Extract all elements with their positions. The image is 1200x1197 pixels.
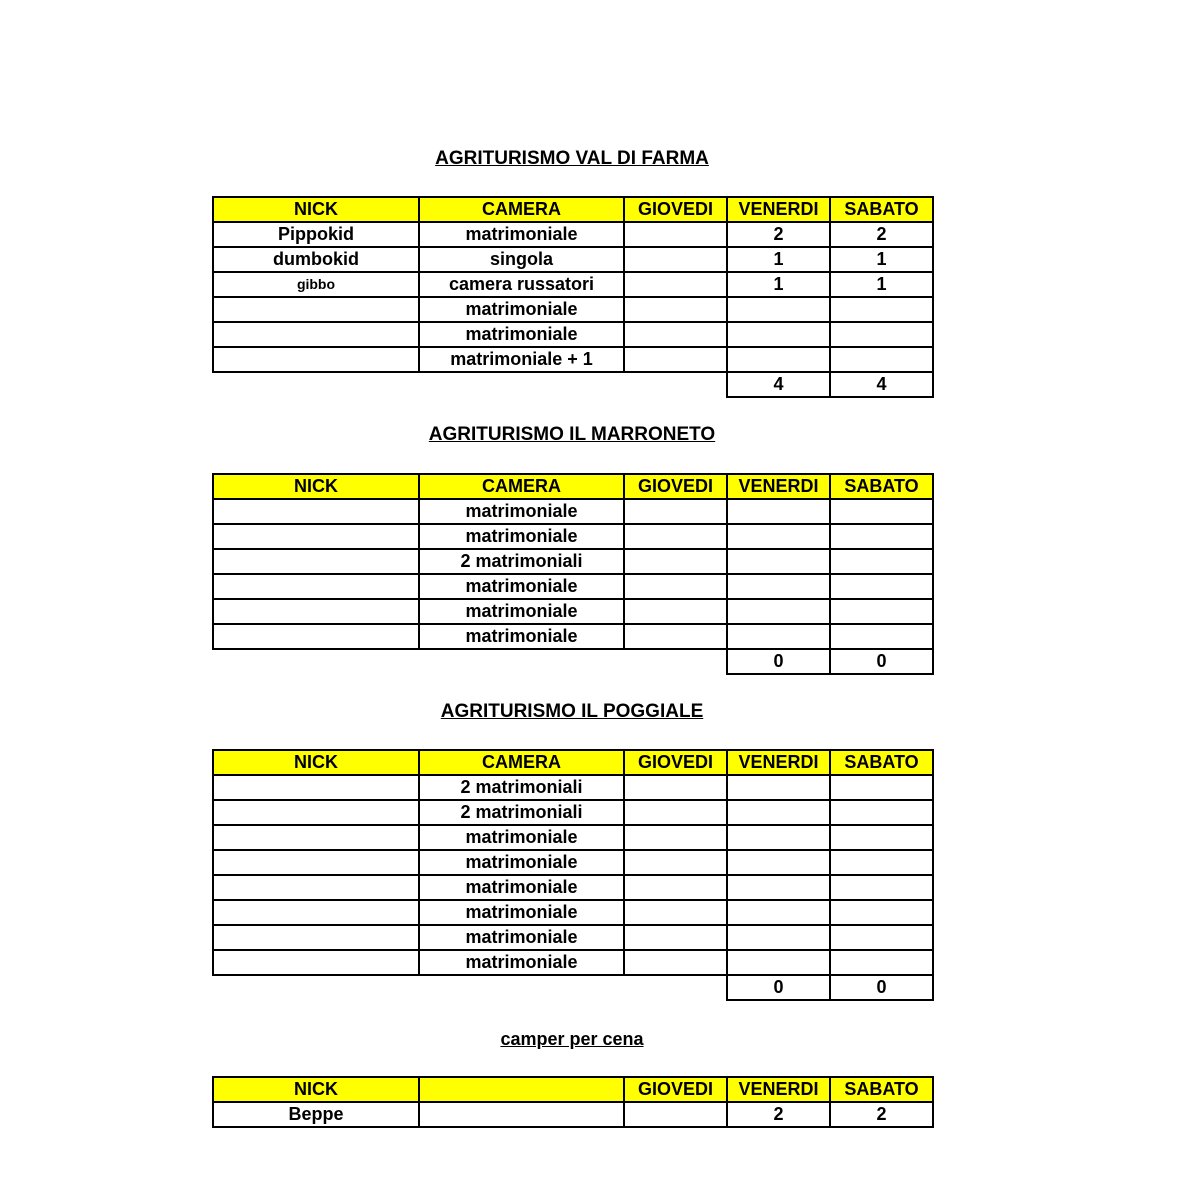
- giovedi-cell: [624, 1102, 727, 1127]
- nick-cell: [213, 549, 419, 574]
- sabato-cell: 1: [830, 247, 933, 272]
- camera-cell: matrimoniale: [419, 322, 624, 347]
- sabato-cell: [830, 499, 933, 524]
- venerdi-cell: [727, 850, 830, 875]
- sabato-cell: [830, 850, 933, 875]
- camera-cell: matrimoniale: [419, 875, 624, 900]
- venerdi-cell: [727, 347, 830, 372]
- column-header-venerdi: VENERDI: [727, 197, 830, 222]
- giovedi-cell: [624, 322, 727, 347]
- table-header-row: [213, 1077, 933, 1102]
- camera-cell: [419, 1102, 624, 1127]
- sabato-cell: [830, 950, 933, 975]
- venerdi-total: 0: [727, 649, 830, 674]
- nick-cell: [213, 347, 419, 372]
- nick-cell: [213, 322, 419, 347]
- table-row: [213, 499, 933, 524]
- camera-cell: 2 matrimoniali: [419, 800, 624, 825]
- column-header-nick: NICK: [213, 197, 419, 222]
- totals-row: [213, 372, 933, 397]
- venerdi-cell: [727, 297, 830, 322]
- venerdi-cell: 2: [727, 222, 830, 247]
- nick-cell: [213, 499, 419, 524]
- nick-cell: [213, 624, 419, 649]
- camera-cell: matrimoniale: [419, 950, 624, 975]
- giovedi-cell: [624, 222, 727, 247]
- column-header-camera: CAMERA: [419, 474, 624, 499]
- camera-cell: matrimoniale: [419, 499, 624, 524]
- sabato-cell: [830, 925, 933, 950]
- table-row: [213, 775, 933, 800]
- section-title: AGRITURISMO IL MARRONETO: [428, 424, 716, 445]
- column-header-giovedi: GIOVEDI: [624, 197, 727, 222]
- column-header-giovedi: GIOVEDI: [624, 750, 727, 775]
- camera-cell: matrimoniale: [419, 624, 624, 649]
- totals-row: [213, 975, 933, 1000]
- giovedi-cell: [624, 825, 727, 850]
- table-row: [213, 825, 933, 850]
- table-row: [213, 925, 933, 950]
- giovedi-cell: [624, 347, 727, 372]
- table-header-row: [213, 197, 933, 222]
- camera-cell: matrimoniale: [419, 297, 624, 322]
- sabato-cell: [830, 875, 933, 900]
- venerdi-cell: [727, 800, 830, 825]
- column-header-sabato: SABATO: [830, 1077, 933, 1102]
- nick-cell: Beppe: [213, 1102, 419, 1127]
- camera-cell: matrimoniale: [419, 850, 624, 875]
- venerdi-total: 0: [727, 975, 830, 1000]
- column-header-sabato: SABATO: [830, 474, 933, 499]
- column-header-giovedi: GIOVEDI: [624, 474, 727, 499]
- venerdi-cell: [727, 775, 830, 800]
- table-row: [213, 574, 933, 599]
- table-header-row: [213, 750, 933, 775]
- booking-table: [212, 473, 934, 675]
- camera-cell: matrimoniale: [419, 825, 624, 850]
- column-header-camera: [419, 1077, 624, 1102]
- sabato-cell: [830, 800, 933, 825]
- sabato-cell: [830, 599, 933, 624]
- giovedi-cell: [624, 297, 727, 322]
- giovedi-cell: [624, 900, 727, 925]
- camera-cell: matrimoniale: [419, 222, 624, 247]
- table-row: [213, 900, 933, 925]
- venerdi-cell: 1: [727, 272, 830, 297]
- totals-row: [213, 649, 933, 674]
- table-row: [213, 850, 933, 875]
- nick-cell: [213, 574, 419, 599]
- camera-cell: 2 matrimoniali: [419, 549, 624, 574]
- nick-cell: [213, 599, 419, 624]
- camera-cell: camera russatori: [419, 272, 624, 297]
- table-row: [213, 624, 933, 649]
- camera-cell: matrimoniale: [419, 524, 624, 549]
- column-header-venerdi: VENERDI: [727, 750, 830, 775]
- column-header-giovedi: GIOVEDI: [624, 1077, 727, 1102]
- camera-cell: matrimoniale: [419, 574, 624, 599]
- column-header-nick: NICK: [213, 1077, 419, 1102]
- venerdi-cell: [727, 549, 830, 574]
- venerdi-cell: [727, 574, 830, 599]
- section-title: AGRITURISMO VAL DI FARMA: [435, 148, 709, 169]
- giovedi-cell: [624, 499, 727, 524]
- column-header-sabato: SABATO: [830, 750, 933, 775]
- giovedi-cell: [624, 875, 727, 900]
- table-row: [213, 800, 933, 825]
- venerdi-total: 4: [727, 372, 830, 397]
- sabato-cell: 2: [830, 222, 933, 247]
- venerdi-cell: [727, 524, 830, 549]
- giovedi-cell: [624, 950, 727, 975]
- table-row: [213, 347, 933, 372]
- giovedi-cell: [624, 574, 727, 599]
- table-row: [213, 599, 933, 624]
- column-header-nick: NICK: [213, 750, 419, 775]
- camera-cell: singola: [419, 247, 624, 272]
- camera-cell: matrimoniale: [419, 925, 624, 950]
- column-header-venerdi: VENERDI: [727, 474, 830, 499]
- nick-cell: [213, 900, 419, 925]
- table-row: [213, 222, 933, 247]
- sabato-cell: [830, 775, 933, 800]
- column-header-camera: CAMERA: [419, 197, 624, 222]
- section-title: AGRITURISMO IL POGGIALE: [440, 701, 704, 722]
- venerdi-cell: [727, 925, 830, 950]
- booking-table: [212, 749, 934, 1001]
- giovedi-cell: [624, 524, 727, 549]
- venerdi-cell: [727, 624, 830, 649]
- table-row: [213, 875, 933, 900]
- nick-cell: dumbokid: [213, 247, 419, 272]
- venerdi-cell: [727, 322, 830, 347]
- booking-table: [212, 1076, 934, 1128]
- table-row: [213, 1102, 933, 1127]
- sabato-cell: [830, 524, 933, 549]
- giovedi-cell: [624, 800, 727, 825]
- nick-cell: [213, 950, 419, 975]
- column-header-sabato: SABATO: [830, 197, 933, 222]
- sabato-total: 4: [830, 372, 933, 397]
- sabato-cell: [830, 825, 933, 850]
- sabato-cell: [830, 624, 933, 649]
- table-row: [213, 950, 933, 975]
- table-row: [213, 247, 933, 272]
- nick-cell: [213, 800, 419, 825]
- sabato-total: 0: [830, 975, 933, 1000]
- table-row: [213, 322, 933, 347]
- nick-cell: [213, 297, 419, 322]
- venerdi-cell: 2: [727, 1102, 830, 1127]
- table-row: [213, 297, 933, 322]
- column-header-nick: NICK: [213, 474, 419, 499]
- venerdi-cell: 1: [727, 247, 830, 272]
- nick-cell: Pippokid: [213, 222, 419, 247]
- venerdi-cell: [727, 599, 830, 624]
- column-header-venerdi: VENERDI: [727, 1077, 830, 1102]
- sabato-total: 0: [830, 649, 933, 674]
- sabato-cell: 2: [830, 1102, 933, 1127]
- sabato-cell: [830, 347, 933, 372]
- table-row: [213, 272, 933, 297]
- venerdi-cell: [727, 950, 830, 975]
- booking-table: [212, 196, 934, 398]
- venerdi-cell: [727, 499, 830, 524]
- nick-cell: gibbo: [213, 272, 419, 297]
- column-header-camera: CAMERA: [419, 750, 624, 775]
- sabato-cell: 1: [830, 272, 933, 297]
- nick-cell: [213, 925, 419, 950]
- camera-cell: 2 matrimoniali: [419, 775, 624, 800]
- venerdi-cell: [727, 875, 830, 900]
- sabato-cell: [830, 574, 933, 599]
- table-header-row: [213, 474, 933, 499]
- camera-cell: matrimoniale + 1: [419, 347, 624, 372]
- sabato-cell: [830, 549, 933, 574]
- table-row: [213, 549, 933, 574]
- section-title: camper per cena: [500, 1029, 644, 1049]
- camera-cell: matrimoniale: [419, 900, 624, 925]
- sabato-cell: [830, 900, 933, 925]
- giovedi-cell: [624, 925, 727, 950]
- giovedi-cell: [624, 599, 727, 624]
- camera-cell: matrimoniale: [419, 599, 624, 624]
- giovedi-cell: [624, 850, 727, 875]
- giovedi-cell: [624, 775, 727, 800]
- giovedi-cell: [624, 549, 727, 574]
- giovedi-cell: [624, 272, 727, 297]
- nick-cell: [213, 775, 419, 800]
- giovedi-cell: [624, 247, 727, 272]
- venerdi-cell: [727, 900, 830, 925]
- nick-cell: [213, 850, 419, 875]
- nick-cell: [213, 875, 419, 900]
- nick-cell: [213, 524, 419, 549]
- nick-cell: [213, 825, 419, 850]
- table-row: [213, 524, 933, 549]
- sabato-cell: [830, 322, 933, 347]
- venerdi-cell: [727, 825, 830, 850]
- giovedi-cell: [624, 624, 727, 649]
- sabato-cell: [830, 297, 933, 322]
